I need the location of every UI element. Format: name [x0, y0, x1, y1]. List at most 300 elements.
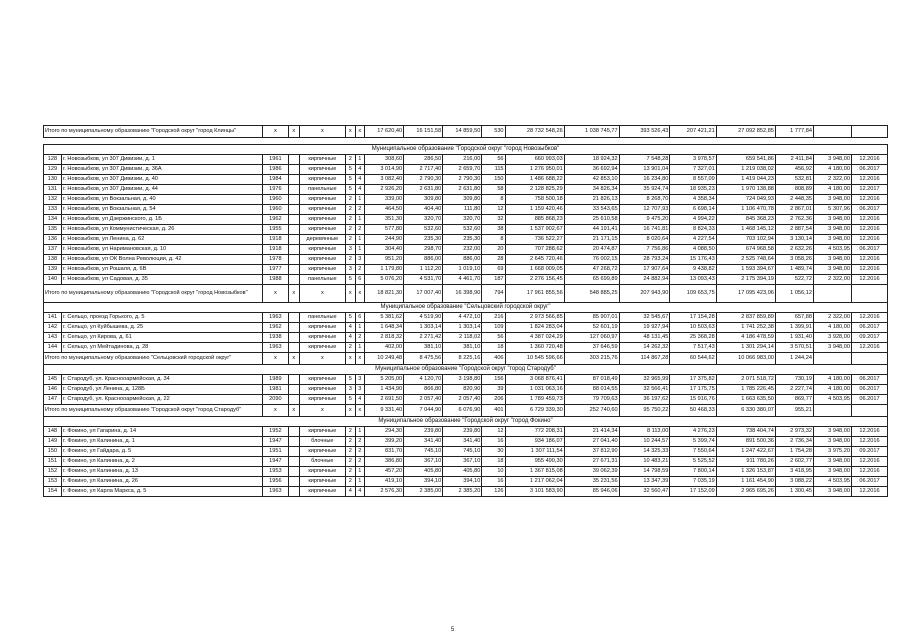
table-cell: кирпичные — [299, 395, 345, 405]
table-cell: 131 — [44, 185, 62, 195]
table-cell: 2 926,20 — [365, 185, 404, 195]
total-cell: 27 092 852,85 — [716, 126, 775, 138]
table-cell: 1 593 394,67 — [716, 265, 775, 275]
table-cell: 4 088,50 — [670, 245, 716, 255]
table-cell: 18 935,23 — [670, 185, 716, 195]
total-cell: x — [355, 405, 365, 417]
table-cell: 12 — [482, 205, 505, 215]
table-cell: 32 566,41 — [619, 385, 670, 395]
table-cell: 736 522,27 — [505, 235, 564, 245]
table-cell: 831,70 — [365, 447, 404, 457]
table-cell: 148 — [44, 427, 62, 437]
table-cell: 27 671,31 — [564, 457, 619, 467]
table-cell: 4 — [355, 185, 365, 195]
section-header-row — [44, 145, 888, 155]
table-cell: 4 387 024,29 — [505, 333, 564, 343]
table-cell: 6 — [355, 313, 365, 323]
table-cell: 15 916,76 — [670, 395, 716, 405]
table-cell: 4 — [355, 165, 365, 175]
table-cell: 12.2016 — [851, 457, 887, 467]
table-cell: кирпичные — [299, 215, 345, 225]
total-cell: 109 653,75 — [670, 285, 716, 303]
table-row — [44, 487, 888, 497]
table-row — [44, 185, 888, 195]
table-cell: 216 — [482, 313, 505, 323]
table-cell: 4 503,95 — [813, 477, 851, 487]
table-cell: 1 112,20 — [404, 265, 443, 275]
table-cell: 244,90 — [365, 235, 404, 245]
total-cell: 17 007,40 — [404, 285, 443, 303]
total-cell: 9 331,40 — [365, 405, 404, 417]
address-cell: г. Фокино, ул Калинина, д. 2 — [61, 457, 262, 467]
table-cell: 10 483,21 — [619, 457, 670, 467]
table-cell: 136 — [44, 235, 62, 245]
table-cell: 4 — [355, 487, 365, 497]
total-cell: x — [289, 126, 300, 138]
table-cell: 320,70 — [443, 215, 482, 225]
table-cell: 12.2016 — [851, 215, 887, 225]
table-cell: 20 474,87 — [564, 245, 619, 255]
table-cell: 06.2017 — [851, 395, 887, 405]
total-row — [44, 353, 888, 365]
total-cell — [813, 285, 851, 303]
table-cell: 2 645 720,46 — [505, 255, 564, 265]
table-cell — [289, 225, 300, 235]
table-cell: 4 503,95 — [813, 395, 851, 405]
table-cell: 4 276,23 — [670, 427, 716, 437]
total-cell: x — [289, 405, 300, 417]
table-cell: 660 993,03 — [505, 155, 564, 165]
table-cell: 2 271,42 — [404, 333, 443, 343]
table-cell: 351,30 — [365, 215, 404, 225]
table-cell: 1955 — [262, 225, 288, 235]
table-cell: 2 965 695,26 — [716, 487, 775, 497]
table-cell: 2 — [346, 205, 356, 215]
table-cell: 2 659,70 — [443, 165, 482, 175]
table-row — [44, 437, 888, 447]
address-cell: г. Фокино, ул Калинина, д. 13 — [61, 467, 262, 477]
table-cell: 111,80 — [443, 205, 482, 215]
table-row — [44, 447, 888, 457]
table-cell: 149 — [44, 437, 62, 447]
table-cell — [289, 245, 300, 255]
table-cell: 1963 — [262, 343, 288, 353]
total-label: Итого по муниципальному образованию "Городской округ "город Стародуб" — [44, 405, 263, 417]
total-cell: x — [299, 353, 345, 365]
table-cell: 1947 — [262, 437, 288, 447]
table-cell: 1 — [355, 427, 365, 437]
table-cell: 5 399,74 — [670, 437, 716, 447]
table-cell: 2 790,30 — [443, 175, 482, 185]
table-cell: 2 — [346, 225, 356, 235]
table-cell: 3 198,80 — [443, 375, 482, 385]
table-cell: 39 062,39 — [564, 467, 619, 477]
table-cell — [289, 487, 300, 497]
table-row — [44, 375, 888, 385]
table-cell: кирпичные — [299, 245, 345, 255]
table-cell: 138 — [44, 255, 62, 265]
table-cell: 12.2016 — [851, 467, 887, 477]
total-cell: 8 475,56 — [404, 353, 443, 365]
table-cell: 367,10 — [404, 457, 443, 467]
table-cell: 6 — [355, 275, 365, 285]
total-cell: 18 821,30 — [365, 285, 404, 303]
table-cell — [289, 195, 300, 205]
table-cell: 65 699,89 — [564, 275, 619, 285]
table-cell: 869,77 — [775, 395, 813, 405]
table-cell: 58 — [482, 185, 505, 195]
table-cell: 1960 — [262, 195, 288, 205]
total-cell: x — [346, 285, 356, 303]
table-cell: 36 197,62 — [619, 395, 670, 405]
table-row — [44, 215, 888, 225]
table-cell: 12.2016 — [851, 437, 887, 447]
table-cell: 955 490,30 — [505, 457, 564, 467]
table-cell: 235,30 — [443, 235, 482, 245]
page-number: 5 — [450, 627, 455, 633]
table-cell: 14 798,59 — [619, 467, 670, 477]
table-cell: 1 668 009,05 — [505, 265, 564, 275]
table-cell — [289, 395, 300, 405]
table-cell: 7 517,43 — [670, 343, 716, 353]
address-cell: г. Фокино, ул Гайдара, д. 5 — [61, 447, 262, 457]
table-cell: 216,00 — [443, 155, 482, 165]
address-cell: г. Новозыбков, ул 307 Дивизии, д. 1 — [61, 155, 262, 165]
table-cell: 3 — [346, 385, 356, 395]
table-cell: 2 385,20 — [443, 487, 482, 497]
total-cell: 6 076,90 — [443, 405, 482, 417]
table-cell: 532,60 — [404, 225, 443, 235]
table-cell: 1 219 038,02 — [716, 165, 775, 175]
table-cell: кирпичные — [299, 477, 345, 487]
total-cell: 60 544,62 — [670, 353, 716, 365]
table-cell: 1 — [355, 467, 365, 477]
address-cell: г. Новозыбков, ул Садовая, д. 35 — [61, 275, 262, 285]
section-header-row — [44, 417, 888, 427]
table-cell: 12.2016 — [851, 313, 887, 323]
table-cell: 1 367 815,08 — [505, 467, 564, 477]
table-cell: 30 — [482, 447, 505, 457]
table-cell: 2 128 825,29 — [505, 185, 564, 195]
table-cell: 12.2016 — [851, 195, 887, 205]
table-cell: 1 247 422,67 — [716, 447, 775, 457]
table-cell: 3 101 583,90 — [505, 487, 564, 497]
table-cell: 129 — [44, 165, 62, 175]
table-cell: 457,20 — [365, 467, 404, 477]
table-cell: 134 — [44, 215, 62, 225]
table-cell: 320,70 — [404, 215, 443, 225]
table-cell: 1 307 111,54 — [505, 447, 564, 457]
table-cell: 1 785 226,45 — [716, 385, 775, 395]
table-cell: 3 014,90 — [365, 165, 404, 175]
table-cell: 341,40 — [443, 437, 482, 447]
table-cell: 18 — [482, 457, 505, 467]
table-cell: 12.2016 — [851, 235, 887, 245]
table-cell: 402,00 — [365, 343, 404, 353]
table-cell: 47 268,72 — [564, 265, 619, 275]
table-cell: 2 790,30 — [404, 175, 443, 185]
table-cell: 2 — [355, 265, 365, 275]
total-cell: 14 859,50 — [443, 126, 482, 138]
table-cell: 56 — [482, 333, 505, 343]
table-cell: 1 419 044,23 — [716, 175, 775, 185]
table-cell: 140 — [44, 275, 62, 285]
total-cell — [813, 353, 851, 365]
table-cell: 1956 — [262, 477, 288, 487]
table-cell: 147 — [44, 395, 62, 405]
table-cell: 4 503,95 — [813, 245, 851, 255]
table-cell: 399,20 — [365, 437, 404, 447]
table-cell: 12.2016 — [851, 255, 887, 265]
table-cell: 153 — [44, 477, 62, 487]
table-cell: 758 500,18 — [505, 195, 564, 205]
table-cell: 2 736,34 — [775, 437, 813, 447]
table-cell: 12.2016 — [851, 155, 887, 165]
table-cell: 405,80 — [404, 467, 443, 477]
table-row — [44, 205, 888, 215]
table-cell — [289, 385, 300, 395]
total-cell: x — [262, 353, 288, 365]
table-cell: 2 — [355, 333, 365, 343]
table-cell: 2 — [346, 467, 356, 477]
total-cell: x — [346, 353, 356, 365]
table-cell: 1 360 720,48 — [505, 343, 564, 353]
table-cell: 657,88 — [775, 313, 813, 323]
table-cell: 1978 — [262, 255, 288, 265]
table-cell: кирпичные — [299, 225, 345, 235]
table-cell: 1 161 454,90 — [716, 477, 775, 487]
table-row — [44, 195, 888, 205]
total-cell: 406 — [482, 353, 505, 365]
table-cell: 1 970 138,88 — [716, 185, 775, 195]
total-cell: x — [355, 126, 365, 138]
table-cell: 4 519,90 — [404, 313, 443, 323]
table-cell: 5 076,20 — [365, 275, 404, 285]
address-cell: г. Сельцо, ул Кирова, д. 61 — [61, 333, 262, 343]
table-cell — [289, 275, 300, 285]
table-cell: 14 325,33 — [619, 447, 670, 457]
total-cell: x — [355, 285, 365, 303]
address-cell: г. Новозыбков, ул ОК Волна Революции, д. 42 — [61, 255, 262, 265]
table-cell: 151 — [44, 457, 62, 467]
table-cell: 115 — [482, 165, 505, 175]
table-cell: 3 928,00 — [813, 333, 851, 343]
table-cell: 3 570,51 — [775, 343, 813, 353]
table-row — [44, 165, 888, 175]
table-cell: 2 — [355, 225, 365, 235]
table-cell: 1 — [355, 215, 365, 225]
table-row — [44, 175, 888, 185]
table-cell: 24 882,94 — [619, 275, 670, 285]
table-cell: 772 208,31 — [505, 427, 564, 437]
table-cell: 3 948,00 — [813, 437, 851, 447]
total-row — [44, 405, 888, 417]
table-cell: 85 907,01 — [564, 313, 619, 323]
table-cell: 419,10 — [365, 477, 404, 487]
total-cell: 207 421,21 — [670, 126, 716, 138]
table-cell: 85 946,06 — [564, 487, 619, 497]
table-row — [44, 255, 888, 265]
table-cell — [289, 313, 300, 323]
table-cell: 4 120,70 — [404, 375, 443, 385]
table-cell: панельные — [299, 313, 345, 323]
table-cell: 2 057,40 — [404, 395, 443, 405]
total-cell: 95 750,22 — [619, 405, 670, 417]
table-cell: 156 — [482, 375, 505, 385]
table-cell: 294,30 — [365, 427, 404, 437]
table-cell: 386,80 — [365, 457, 404, 467]
table-cell: 1947 — [262, 457, 288, 467]
address-cell: г. Сельцо, ул Куйбышева, д. 25 — [61, 323, 262, 333]
table-cell — [289, 155, 300, 165]
table-cell — [289, 333, 300, 343]
table-cell: 3 — [355, 385, 365, 395]
table-cell: 39 — [482, 385, 505, 395]
table-cell — [289, 165, 300, 175]
table-cell: 7 035,19 — [670, 477, 716, 487]
table-cell: 2 — [346, 457, 356, 467]
table-cell: 659 541,86 — [716, 155, 775, 165]
table-cell: 1988 — [262, 275, 288, 285]
table-cell: кирпичные — [299, 265, 345, 275]
table-cell: 17 907,64 — [619, 265, 670, 275]
table-cell: 69 — [482, 265, 505, 275]
table-cell: 4 531,70 — [404, 275, 443, 285]
table-cell: 20 — [482, 245, 505, 255]
table-cell: 9 438,82 — [670, 265, 716, 275]
table-cell: 3 058,26 — [775, 255, 813, 265]
table-cell: 2 887,54 — [775, 225, 813, 235]
section-title: Муниципальное образование "Городской округ "город Фокино" — [44, 417, 888, 427]
address-cell: г. Фокино, ул Калинина, д. 1 — [61, 437, 262, 447]
table-cell: 1 — [355, 245, 365, 255]
table-cell: 5 525,52 — [670, 457, 716, 467]
total-cell: x — [346, 126, 356, 138]
total-cell: 6 729 339,30 — [505, 405, 564, 417]
table-cell: 2 — [355, 437, 365, 447]
table-cell — [289, 477, 300, 487]
table-cell: 21 414,34 — [564, 427, 619, 437]
table-row — [44, 275, 888, 285]
table-cell — [289, 235, 300, 245]
table-cell — [289, 265, 300, 275]
table-cell: кирпичные — [299, 447, 345, 457]
table-cell: 187 — [482, 275, 505, 285]
address-cell: г. Новозыбков, ул Вокзальная, д. 40 — [61, 195, 262, 205]
spacer-row — [44, 138, 888, 145]
table-cell: 10 244,57 — [619, 437, 670, 447]
total-cell: x — [299, 126, 345, 138]
table-cell: 35 231,56 — [564, 477, 619, 487]
table-cell: 3 082,40 — [365, 175, 404, 185]
table-cell: 1 217 062,04 — [505, 477, 564, 487]
table-row — [44, 395, 888, 405]
table-cell: 1960 — [262, 205, 288, 215]
table-cell: 309,80 — [443, 195, 482, 205]
total-cell: x — [262, 405, 288, 417]
table-cell: 35 924,74 — [619, 185, 670, 195]
table-cell: 1 789 459,73 — [505, 395, 564, 405]
address-cell: г. Фокино, ул Гагарина, д. 14 — [61, 427, 262, 437]
table-cell — [289, 255, 300, 265]
table-body — [44, 126, 888, 497]
table-cell: 1 — [355, 323, 365, 333]
total-cell: x — [289, 353, 300, 365]
address-cell: г. Новозыбков, ул 307 Дивизии, д. 44 — [61, 185, 262, 195]
table-cell: 7 550,64 — [670, 447, 716, 457]
table-cell: 885 868,23 — [505, 215, 564, 225]
table-cell: 886,00 — [443, 255, 482, 265]
table-row — [44, 313, 888, 323]
table-cell: 404,40 — [404, 205, 443, 215]
table-cell: 5 — [346, 375, 356, 385]
table-cell: 06.2017 — [851, 205, 887, 215]
table-cell: 341,40 — [404, 437, 443, 447]
table-cell: 2 448,35 — [775, 195, 813, 205]
table-cell: 1 301 294,14 — [716, 343, 775, 353]
total-cell: 1 056,12 — [775, 285, 813, 303]
table-cell: 37 812,90 — [564, 447, 619, 457]
table-cell: 532,81 — [775, 175, 813, 185]
table-cell: 6 698,14 — [670, 205, 716, 215]
table-cell: 16 741,81 — [619, 225, 670, 235]
table-cell: 3 948,00 — [813, 215, 851, 225]
table-cell: 304,40 — [365, 245, 404, 255]
table-cell — [289, 375, 300, 385]
table-cell: 34 826,34 — [564, 185, 619, 195]
table-row — [44, 323, 888, 333]
table-cell: 52 601,19 — [564, 323, 619, 333]
table-cell: 12.2016 — [851, 275, 887, 285]
table-cell: 32 — [482, 215, 505, 225]
total-row — [44, 126, 888, 138]
table-cell: 1986 — [262, 165, 288, 175]
table-cell: 21 826,13 — [564, 195, 619, 205]
total-cell: 16 398,90 — [443, 285, 482, 303]
table-cell: 4 994,22 — [670, 215, 716, 225]
table-cell: 5 — [346, 313, 356, 323]
table-cell: 4 472,10 — [443, 313, 482, 323]
total-cell: x — [262, 285, 288, 303]
table-cell: 2 631,80 — [443, 185, 482, 195]
table-cell: 1 824 283,04 — [505, 323, 564, 333]
section-title: Муниципальное образование "Городской округ "город Стародуб" — [44, 365, 888, 375]
table-cell: 10 503,63 — [670, 323, 716, 333]
total-cell: 8 225,16 — [443, 353, 482, 365]
table-cell — [289, 215, 300, 225]
table-cell: 133 — [44, 205, 62, 215]
table-cell: 4 461,70 — [443, 275, 482, 285]
table-cell: 06.2017 — [851, 375, 887, 385]
table-cell: 2 973,32 — [775, 427, 813, 437]
table-cell: 132 — [44, 195, 62, 205]
table-cell: 2 — [355, 205, 365, 215]
table-row — [44, 235, 888, 245]
table-cell: 951,20 — [365, 255, 404, 265]
table-cell: 5 — [346, 185, 356, 195]
table-cell: 1 — [355, 155, 365, 165]
table-cell: кирпичные — [299, 427, 345, 437]
address-cell: г. Новозыбков, ул 307 Дивизии, д. 40 — [61, 175, 262, 185]
table-cell: 142 — [44, 323, 62, 333]
table-cell: 88 014,55 — [564, 385, 619, 395]
table-cell: 3 948,00 — [813, 487, 851, 497]
table-cell: 28 793,24 — [619, 255, 670, 265]
table-cell: 820,90 — [443, 385, 482, 395]
table-cell: 1 434,90 — [365, 385, 404, 395]
table-cell: 2 175 394,19 — [716, 275, 775, 285]
table-cell: 37 646,59 — [564, 343, 619, 353]
